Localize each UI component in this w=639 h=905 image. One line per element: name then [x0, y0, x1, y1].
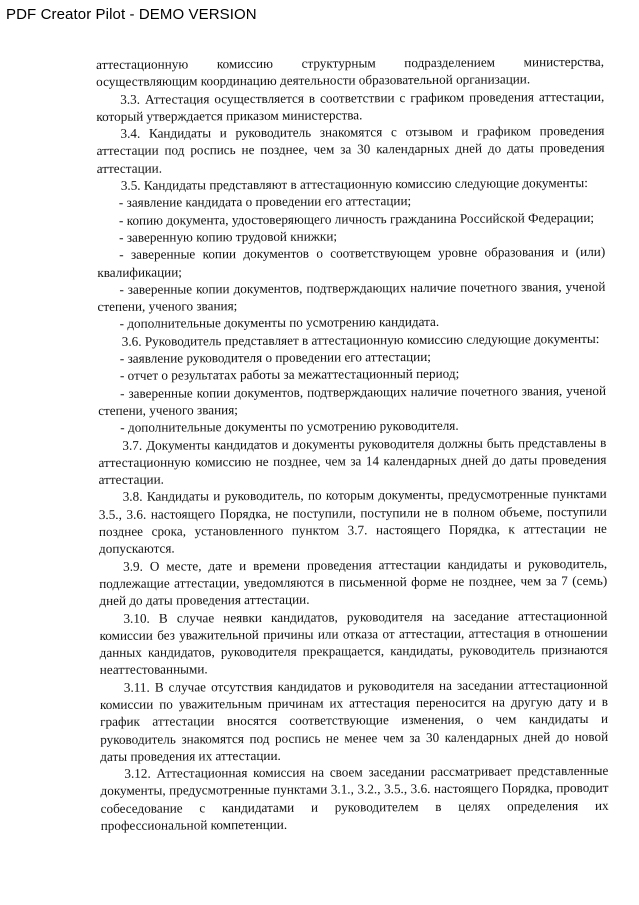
list-item: - заявление кандидата о проведении его аттестации; — [118, 193, 412, 211]
list-item: - дополнительные документы по усмотрению руководителя. — [120, 418, 459, 436]
list-item: - дополнительные документы по усмотрению кандидата. — [119, 314, 440, 332]
paragraph-3-9: 3.9. О месте, дате и времени проведения аттестации кандидаты и руководитель, подлежащие аттестации, уведомляются в письменной форме не позднее, чем за 7 (семь) дней до даты проведения аттестации. — [99, 555, 608, 609]
list-item: - заверенную копию трудовой книжки; — [119, 228, 338, 245]
paragraph-3-8: 3.8. Кандидаты и руководитель, по которым документы, предусмотренные пунктами 3.5., 3.6. настоящего Порядка, не поступили, поступили не в полном объеме, поступили позднее срока, установленного пунктом 3.7. настоящего Порядка, к аттестации не допускаются. — [98, 486, 607, 557]
document-page — [96, 53, 609, 834]
paragraph-continuation: аттестационную комиссию структурным подразделением министерства, осуществляющим координацию деятельности образовательной организации. — [96, 53, 605, 90]
paragraph-3-11: 3.11. В случае отсутствия кандидатов и руководителя на заседании аттестационной комиссии по уважительным причинам их аттестация переносится на другую дату и в график аттестации вносятся соответствующие изменения, о чем кандидаты и руководитель знакомятся под роспись не менее чем за 30 календарных дней до новой даты проведения их аттестации. — [99, 676, 609, 764]
list-item: - отчет о результатах работы за межаттестационный период; — [119, 366, 460, 384]
paragraph-3-10: 3.10. В случае неявки кандидатов, руководителя на заседание аттестационной комиссии без уважительной причины или отказа от аттестации, аттестация в отношении данных кандидатов, руководителя прекращается, кандидаты, руководитель признаются неаттестованными. — [99, 607, 608, 678]
paragraph-3-6: 3.6. Руководитель представляет в аттестационную комиссию следующие документы: — [121, 330, 600, 349]
paragraph-3-3: 3.3. Аттестация осуществляется в соответствии с графиком проведения аттестации, который утверждается приказом министерства. — [96, 88, 605, 124]
paragraph-3-5: 3.5. Кандидаты представляют в аттестационную комиссию следующие документы: — [120, 175, 588, 193]
list-item: - копию документа, удостоверяющего личность гражданина Российской Федерации; — [118, 209, 595, 228]
list-item: - заявление руководителя о проведении его аттестации; — [119, 349, 431, 366]
list-item: - заверенные копии документов, подтверждающих наличие почетного звания, ученой степени, ученого звания; — [98, 382, 607, 418]
paragraph-3-12: 3.12. Аттестационная комиссия на своем заседании рассматривает представленные документы, предусмотренные пунктами 3.1., 3.2., 3.5., 3.6. настоящего Порядка, проводит собеседование с кандидатами и руководителем в целях определения их профессиональной компетенции. — [100, 763, 609, 834]
paragraph-3-7: 3.7. Документы кандидатов и документы руководителя должны быть представлены в аттестационную комиссию не позднее, чем за 14 календарных дней до даты проведения аттестации. — [98, 434, 607, 488]
demo-watermark: PDF Creator Pilot - DEMO VERSION — [6, 6, 257, 23]
list-item: - заверенные копии документов, подтверждающих наличие почетного звания, ученой степени, ученого звания; — [97, 278, 606, 315]
list-item: - заверенные копии документов о соответствующем уровне образования и (или) квалификации; — [97, 244, 606, 280]
paragraph-3-4: 3.4. Кандидаты и руководитель знакомятся с отзывом и графиком проведения аттестации под роспись не позднее, чем за 30 календарных дней до даты проведения аттестации. — [96, 123, 605, 176]
